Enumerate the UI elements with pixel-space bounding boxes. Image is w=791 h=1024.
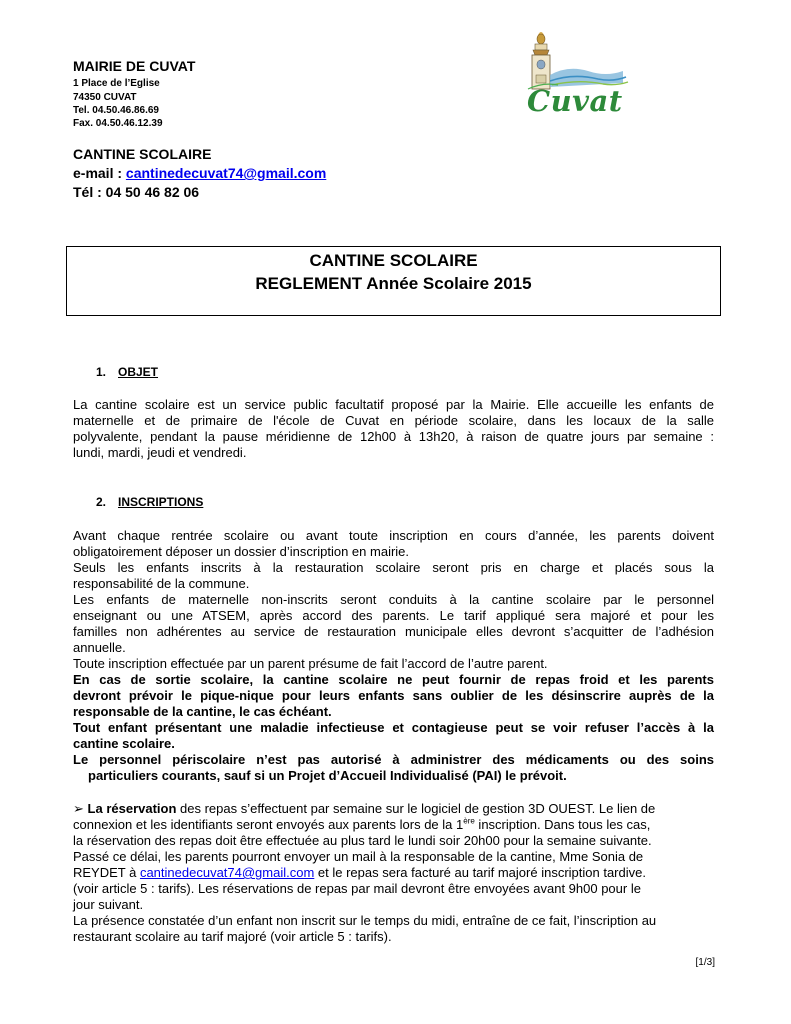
section-title: INSCRIPTIONS	[118, 495, 204, 509]
address-line: 1 Place de l’Eglise	[73, 78, 160, 89]
document-subtitle: REGLEMENT Année Scolaire 2015	[255, 274, 532, 293]
page-number: [1/3]	[695, 957, 715, 968]
section-title: OBJET	[118, 365, 159, 379]
bold-notice-line: devront prévoir le pique-nique pour leurs enfants sans oublier de les désinscrire auprès de la	[73, 688, 714, 703]
reservation-lead: La réservation	[87, 801, 177, 816]
email-line	[73, 165, 326, 181]
reservation-text: REYDET à	[73, 865, 140, 880]
paragraph-line: polyvalente, pendant la pause méridienne de 12h00 à 13h20, à raison de quatre jours par semaine :	[73, 429, 714, 444]
bold-notice-line: Le personnel périscolaire n’est pas autorisé à administrer des médicaments ou des soins	[73, 752, 714, 767]
paragraph-line: lundi, mardi, jeudi et vendredi.	[73, 445, 247, 460]
reservation-text: connexion et les identifiants seront envoyés aux parents lors de la 1	[73, 817, 464, 832]
title-box	[66, 246, 721, 316]
paragraph-line: responsabilité de la commune.	[73, 576, 250, 591]
mairie-name: MAIRIE DE CUVAT	[73, 58, 196, 74]
email-label: e-mail :	[73, 165, 126, 181]
section-heading-inscriptions	[96, 495, 203, 509]
paragraph-line: Toute inscription effectuée par un parent présume de fait l’accord de l’autre parent.	[73, 656, 548, 671]
paragraph-line: Avant chaque rentrée scolaire ou avant toute inscription en cours d’année, les parents doivent	[73, 528, 714, 543]
paragraph-line: familles non adhérentes au service de restauration municipale elles devront s’acquitter de l’adhésion	[73, 624, 714, 639]
reservation-line: Passé ce délai, les parents pourront envoyer un mail à la responsable de la cantine, Mme Sonia de	[73, 849, 644, 864]
email-link[interactable]: cantinedecuvat74@gmail.com	[139, 865, 315, 880]
fax-line: Fax. 04.50.46.12.39	[73, 118, 163, 129]
paragraph-line: maternelle et de primaire de l'école de Cuvat en période scolaire, dans les locaux de la salle	[73, 413, 714, 428]
address-line: 74350 CUVAT	[73, 92, 137, 103]
reservation-text: et le repas sera facturé au tarif majoré inscription tardive.	[314, 865, 646, 880]
section-heading-objet	[96, 365, 158, 379]
reservation-line	[73, 817, 714, 832]
reservation-line	[73, 801, 714, 817]
phone-line: Tel. 04.50.46.86.69	[73, 105, 159, 116]
reservation-line: La présence constatée d’un enfant non inscrit sur le temps du midi, entraîne de ce fait, l’inscription au	[73, 913, 657, 928]
paragraph-line: La cantine scolaire est un service public facultatif proposé par la Mairie. Elle accueille les enfants de	[73, 397, 714, 412]
logo-wordmark: Cuvat	[527, 84, 623, 118]
reservation-line: jour suivant.	[73, 897, 144, 912]
reservation-line: (voir article 5 : tarifs). Les réservations de repas par mail devront être envoyées avant 9h00 pour le	[73, 881, 641, 896]
reservation-line: la réservation des repas doit être effectuée au plus tard le lundi soir 20h00 pour la semaine suivante.	[73, 833, 652, 848]
paragraph-line: annuelle.	[73, 640, 126, 655]
paragraph-line: enseignant ou une ATSEM, après accord des parents. Le tarif appliqué sera majoré et pour les	[73, 608, 714, 623]
email-link[interactable]: cantinedecuvat74@gmail.com	[125, 165, 327, 181]
bold-notice-line: cantine scolaire.	[73, 736, 175, 751]
service-name: CANTINE SCOLAIRE	[73, 146, 212, 162]
bold-notice-line: En cas de sortie scolaire, la cantine scolaire ne peut fournir de repas froid et les parents	[73, 672, 714, 687]
bold-notice-line: particuliers courants, sauf si un Projet d’Accueil Individualisé (PAI) le prévoit.	[88, 768, 567, 783]
superscript: ère	[463, 816, 475, 826]
paragraph-line: Seuls les enfants inscrits à la restauration scolaire seront pris en charge et placés sous la	[73, 560, 714, 575]
reservation-text: inscription. Dans tous les cas,	[474, 817, 651, 832]
bold-notice-line: responsable de la cantine, le cas échéant.	[73, 704, 332, 719]
service-phone: Tél : 04 50 46 82 06	[73, 184, 200, 200]
reservation-line: restaurant scolaire au tarif majoré (voir article 5 : tarifs).	[73, 929, 392, 944]
section-number: 2.	[96, 495, 107, 509]
bold-notice-line: Tout enfant présentant une maladie infectieuse et contagieuse peut se voir refuser l’accès à la	[73, 720, 714, 735]
paragraph-line: Les enfants de maternelle non-inscrits seront conduits à la cantine scolaire par le personnel	[73, 592, 714, 607]
document-title: CANTINE SCOLAIRE	[309, 251, 478, 270]
paragraph-line: obligatoirement déposer un dossier d’inscription en mairie.	[73, 544, 410, 559]
reservation-text: des repas s’effectuent par semaine sur le logiciel de gestion 3D OUEST. Le lien de	[176, 801, 656, 816]
section-number: 1.	[96, 365, 107, 379]
arrow-bullet-icon: ➢	[73, 801, 84, 816]
reservation-line	[73, 865, 714, 880]
